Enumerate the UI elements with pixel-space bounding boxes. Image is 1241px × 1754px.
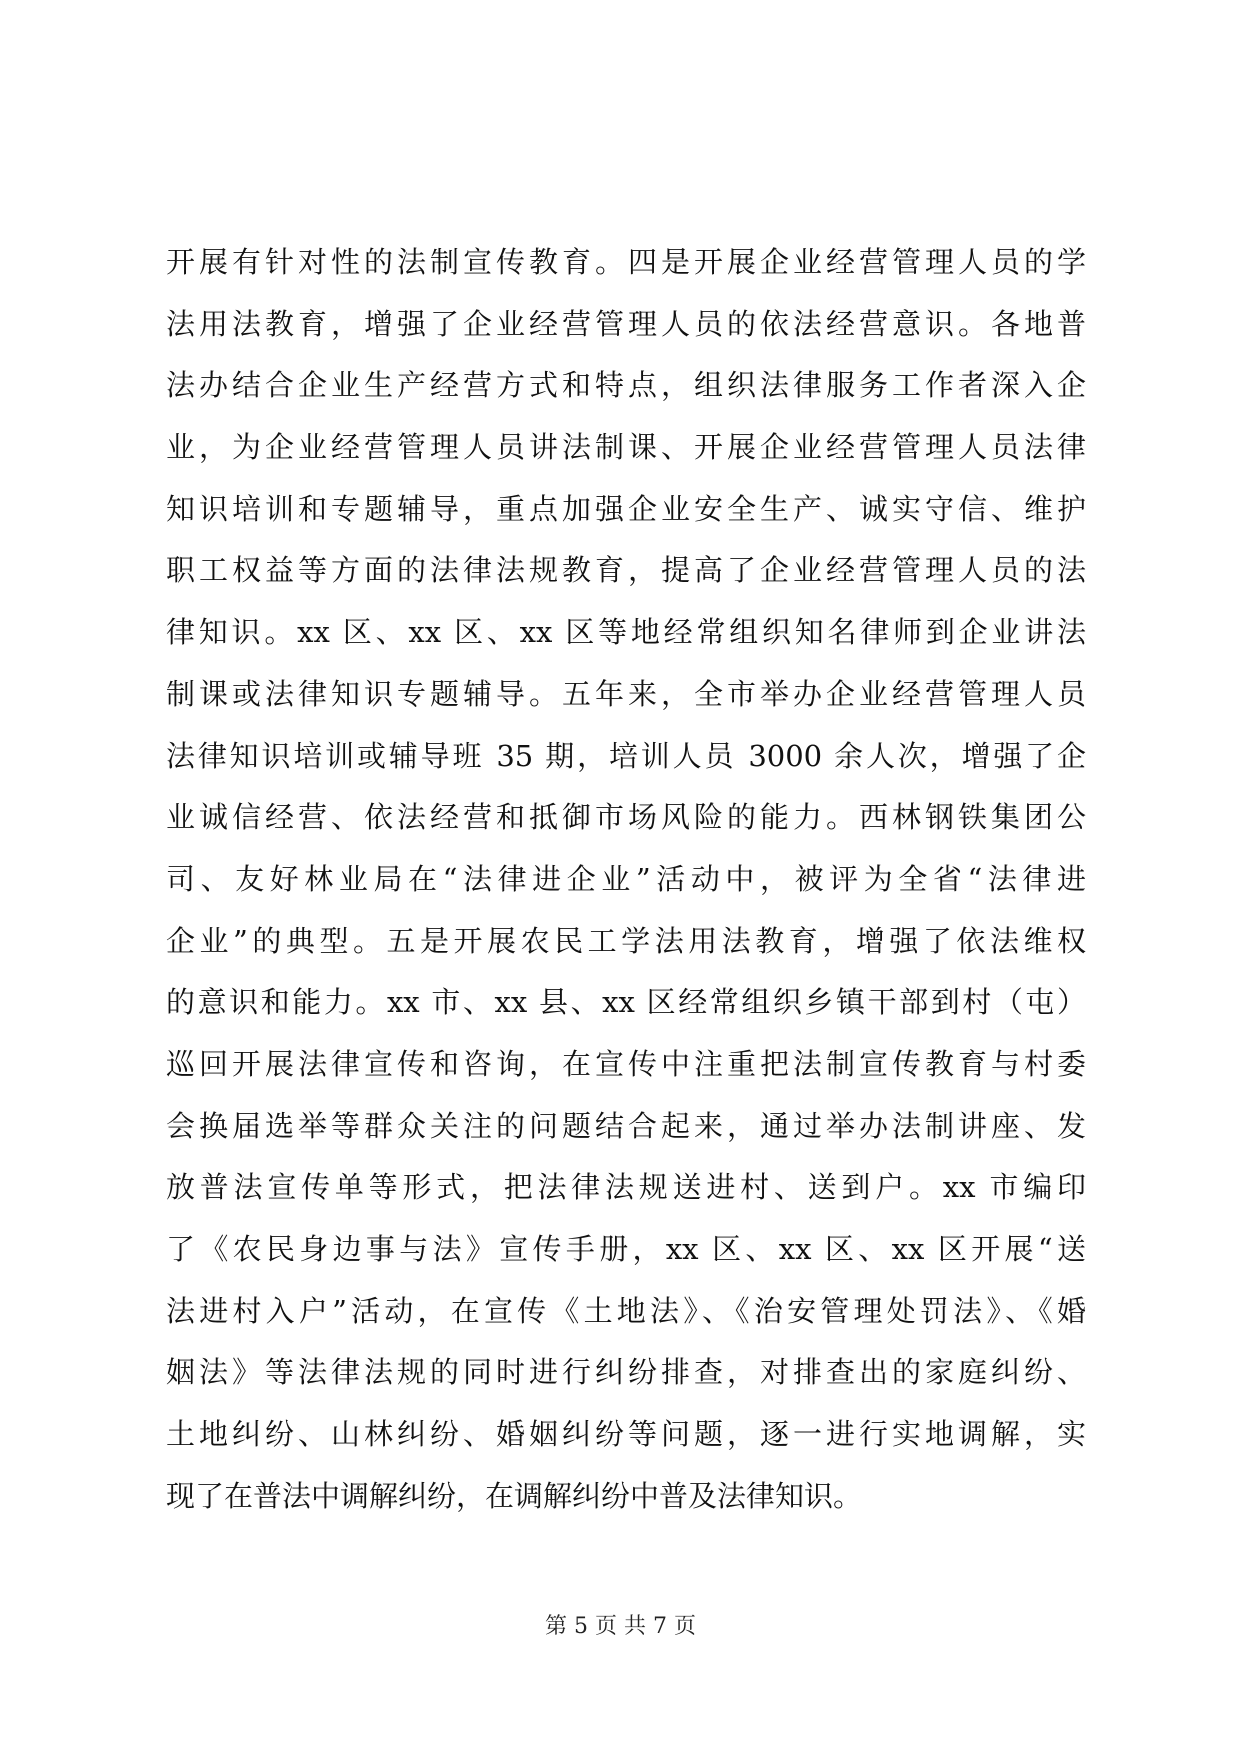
text-line-18: 法进村入户”活动，在宣传《土地法》、《治安管理处罚法》、《婚 <box>166 1293 1086 1328</box>
text-line-11: 司、友好林业局在“法律进企业”活动中，被评为全省“法律进 <box>166 861 1086 896</box>
text-line-10: 业诚信经营、依法经营和抵御市场风险的能力。西林钢铁集团公 <box>166 800 1086 835</box>
text-line-2: 法用法教育，增强了企业经营管理人员的依法经营意识。各地普 <box>166 306 1086 341</box>
text-line-21: 现了在普法中调解纠纷，在调解纠纷中普及法律知识。 <box>166 1478 863 1513</box>
text-line-6: 职工权益等方面的法律法规教育，提高了企业经营管理人员的法 <box>166 553 1086 588</box>
text-line-15: 会换届选举等群众关注的问题结合起来，通过举办法制讲座、发 <box>166 1108 1086 1143</box>
text-line-12: 企业”的典型。五是开展农民工学法用法教育，增强了依法维权 <box>166 923 1086 958</box>
text-line-16: 放普法宣传单等形式，把法律法规送进村、送到户。xx 市编印 <box>166 1170 1086 1205</box>
body-paragraph <box>166 232 1086 1527</box>
text-line-8: 制课或法律知识专题辅导。五年来，全市举办企业经营管理人员 <box>166 676 1086 711</box>
text-line-20: 土地纠纷、山林纠纷、婚姻纠纷等问题，逐一进行实地调解，实 <box>166 1417 1086 1452</box>
text-line-5: 知识培训和专题辅导，重点加强企业安全生产、诚实守信、维护 <box>166 491 1086 526</box>
text-line-13: 的意识和能力。xx 市、xx 县、xx 区经常组织乡镇干部到村（屯） <box>166 985 1086 1020</box>
text-line-9: 法律知识培训或辅导班 35 期，培训人员 3000 余人次，增强了企 <box>166 738 1086 773</box>
page-number-footer: 第 5 页 共 7 页 <box>545 1614 696 1639</box>
text-line-4: 业，为企业经营管理人员讲法制课、开展企业经营管理人员法律 <box>166 430 1086 465</box>
text-line-7: 律知识。xx 区、xx 区、xx 区等地经常组织知名律师到企业讲法 <box>166 615 1086 650</box>
text-line-1: 开展有针对性的法制宣传教育。四是开展企业经营管理人员的学 <box>166 245 1086 279</box>
text-line-14: 巡回开展法律宣传和咨询，在宣传中注重把法制宣传教育与村委 <box>166 1046 1086 1081</box>
text-line-19: 姻法》等法律法规的同时进行纠纷排查，对排查出的家庭纠纷、 <box>166 1355 1086 1390</box>
text-line-17: 了《农民身边事与法》宣传手册，xx 区、xx 区、xx 区开展“送 <box>166 1232 1086 1266</box>
text-line-3: 法办结合企业生产经营方式和特点，组织法律服务工作者深入企 <box>166 368 1086 403</box>
